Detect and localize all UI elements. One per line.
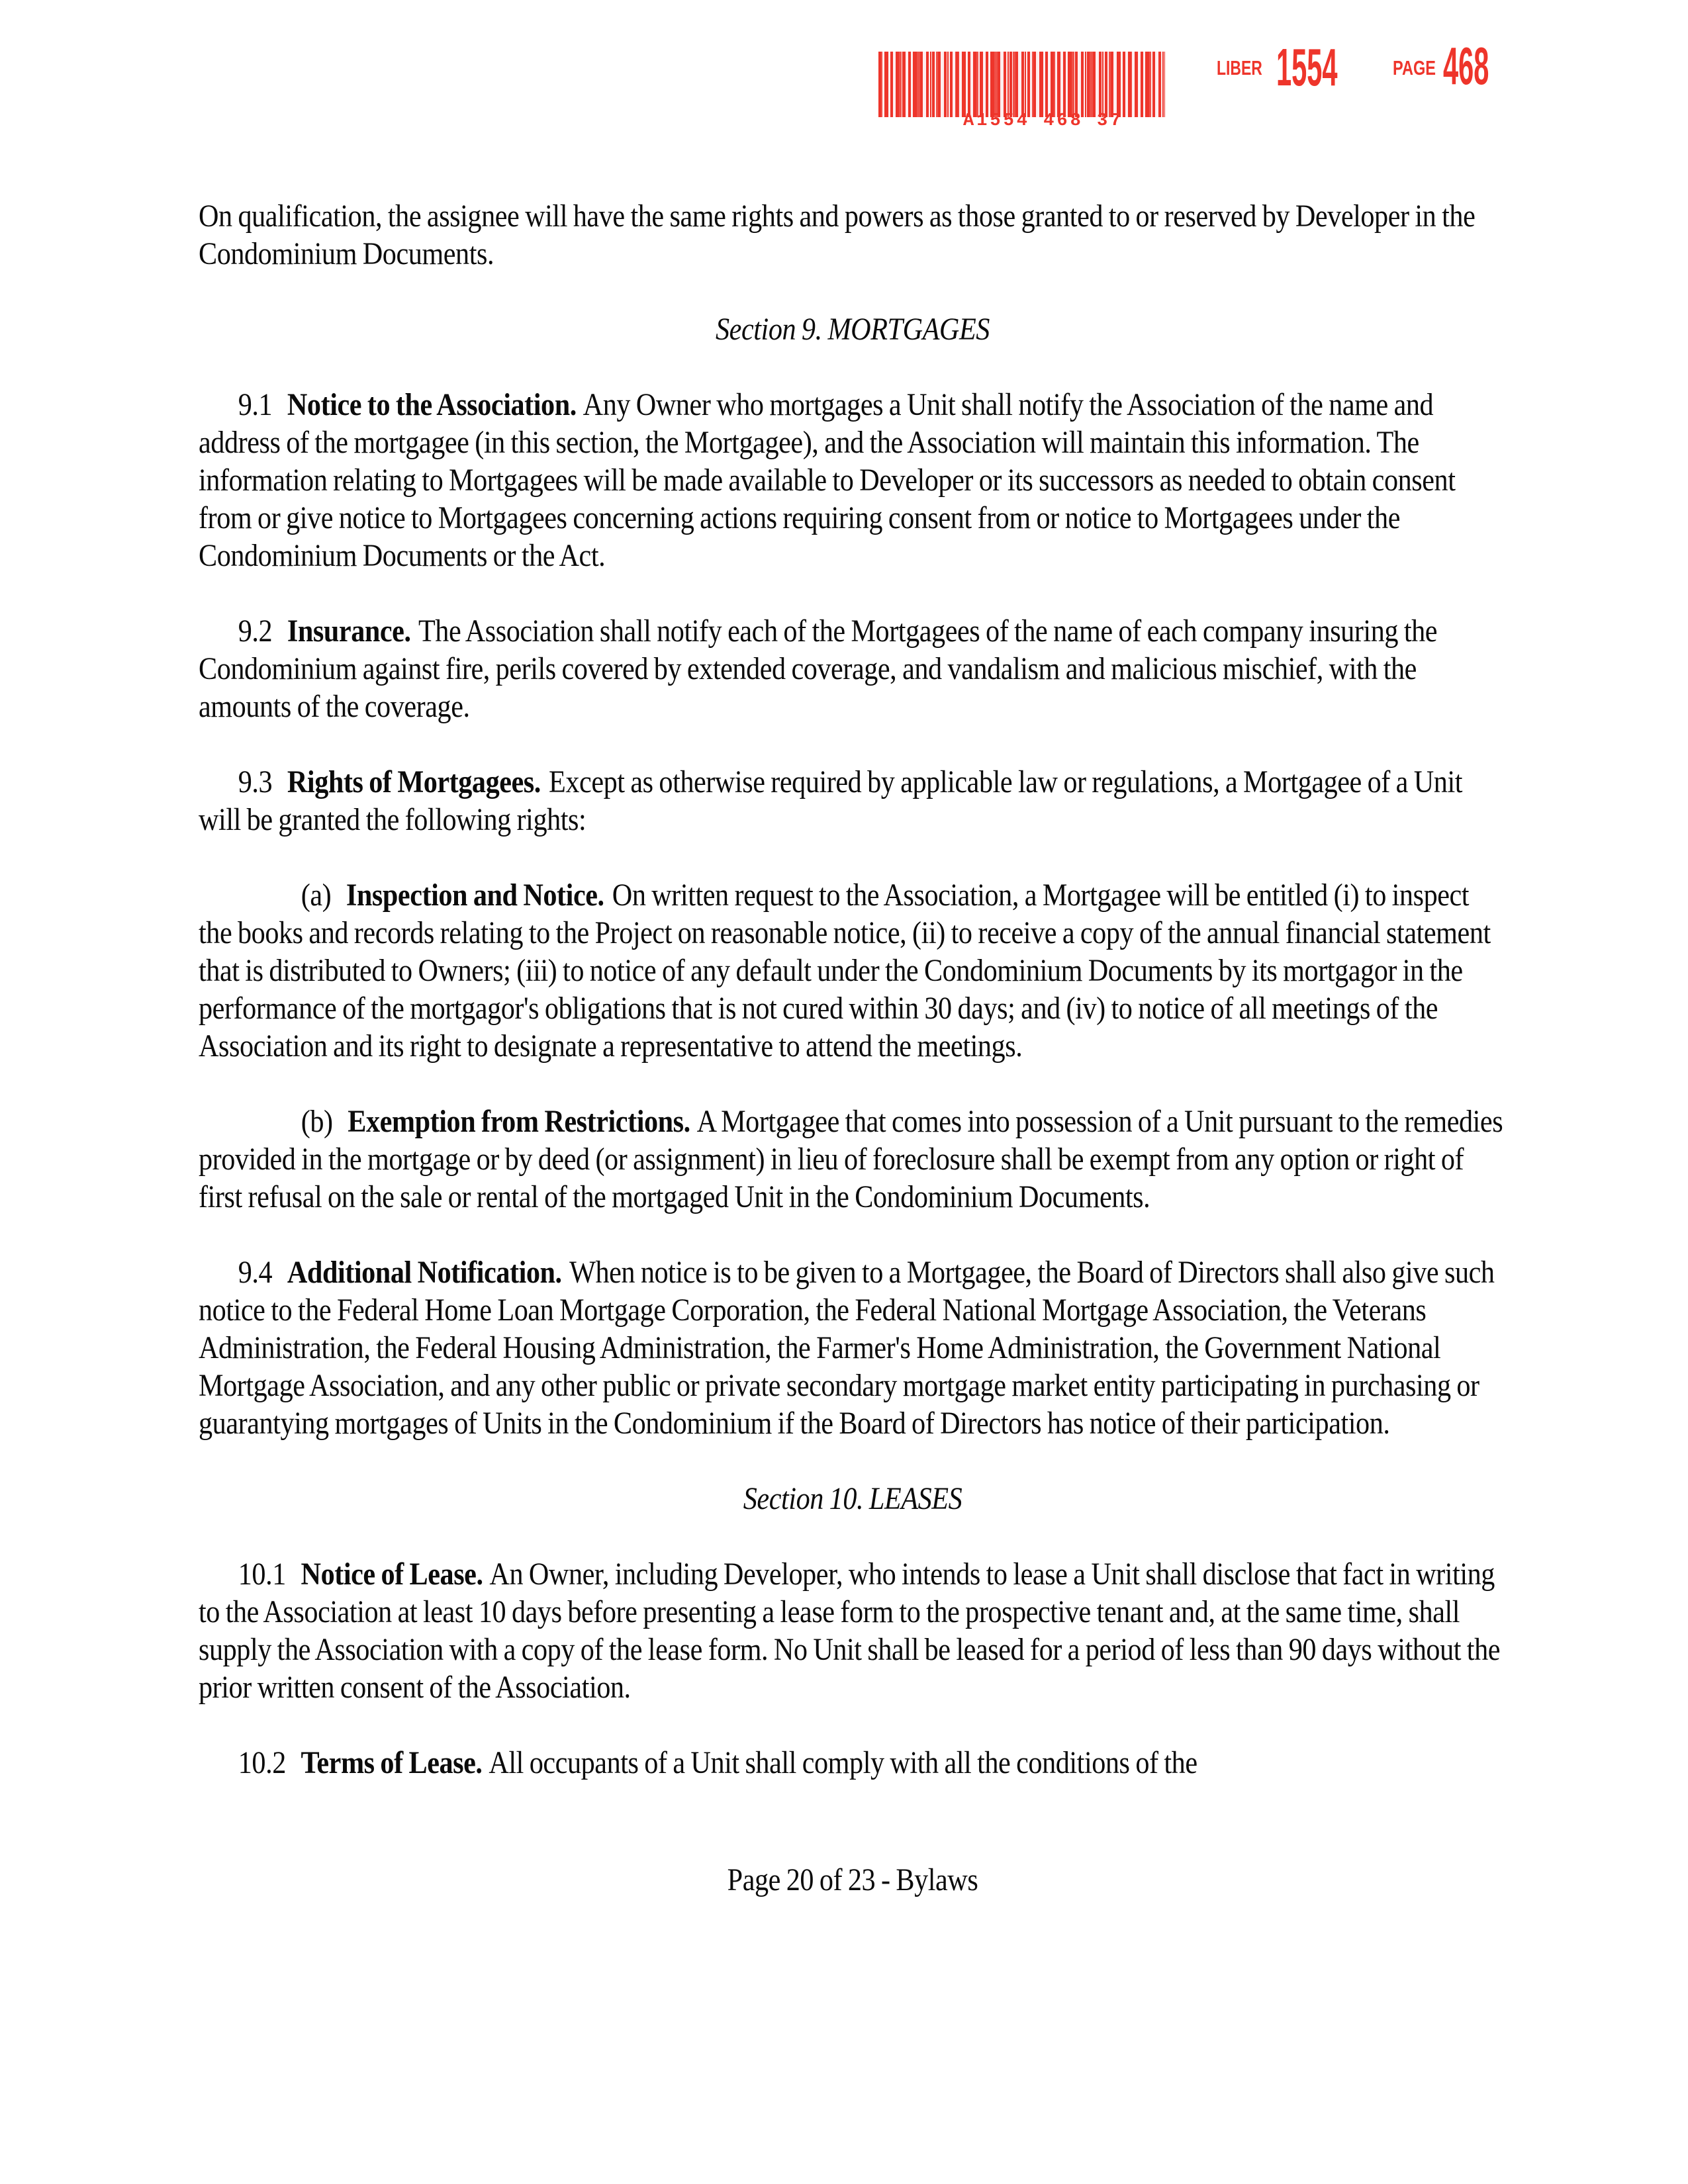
paragraph-number: 9.3 <box>238 764 273 799</box>
paragraph-body: Any Owner who mortgages a Unit shall notify the Association of the name and address of the mortgagee (in this section, the Mortgagee), and the Association will maintain this information. The information relating to Mortgagees will be made available to Developer or its successors as needed to obtain consent from or give notice to Mortgagees concerning actions requiring consent from or notice to Mortgagees under the Condominium Documents or the Act. <box>199 387 1456 573</box>
paragraph-number: 10.2 <box>238 1745 286 1780</box>
page-number: 468 <box>1443 36 1489 95</box>
paragraph-9-2 <box>199 612 1507 725</box>
paragraph-title: Inspection and Notice. <box>346 878 604 913</box>
liber-number: 1554 <box>1276 38 1338 97</box>
paragraph-letter: (b) <box>301 1104 333 1139</box>
paragraph-9-3 <box>199 763 1507 839</box>
paragraph-body: An Owner, including Developer, who intends to lease a Unit shall disclose that fact in writing to the Association at least 10 days before presenting a lease form to the prospective tenant and, at the same time, shall supply the Association with a copy of the lease form. No Unit shall be leased for a period of less than 90 days without the prior written consent of the Association. <box>199 1557 1501 1705</box>
paragraph-letter: (a) <box>301 878 332 913</box>
paragraph-9-4 <box>199 1253 1507 1442</box>
barcode-caption: A1554 468 37 <box>963 111 1124 131</box>
paragraph-number: 9.2 <box>238 614 273 649</box>
paragraph-body: On qualification, the assignee will have the same rights and powers as those granted to or reserved by Developer in the Condominium Documents. <box>199 199 1476 271</box>
paragraph-continuation <box>199 197 1507 273</box>
page-label: PAGE <box>1393 56 1436 79</box>
barcode <box>878 52 1165 117</box>
paragraph-body: On written request to the Association, a Mortgagee will be entitled (i) to inspect the books and records relating to the Project on reasonable notice, (ii) to receive a copy of the annual financial statement that is distributed to Owners; (iii) to notice of any default under the Condominium Documents by its mortgagor in the performance of the mortgagor's obligations that is not cured within 30 days; and (iv) to notice of all meetings of the Association and its right to designate a representative to attend the meetings. <box>199 878 1491 1064</box>
paragraph-10-2 <box>199 1744 1507 1782</box>
paragraph-9-3-b <box>199 1103 1507 1216</box>
paragraph-number: 9.4 <box>238 1255 273 1290</box>
paragraph-number: 10.1 <box>238 1557 286 1592</box>
paragraph-title: Notice of Lease. <box>301 1557 483 1592</box>
paragraph-10-1 <box>199 1555 1507 1706</box>
section-9-heading: Section 9. MORTGAGES <box>716 312 990 347</box>
paragraph-body: When notice is to be given to a Mortgagee, the Board of Directors shall also give such notice to the Federal Home Loan Mortgage Corporation, the Federal National Mortgage Association, the Veterans Administration, the Federal Housing Administration, the Farmer's Home Administration, the Government National Mortgage Association, and any other public or private secondary mortgage market entity participating in purchasing or guarantying mortgages of Units in the Condominium if the Board of Directors has notice of their participation. <box>199 1255 1495 1441</box>
paragraph-9-3-a <box>199 876 1507 1065</box>
paragraph-9-1 <box>199 386 1507 574</box>
paragraph-title: Additional Notification. <box>287 1255 562 1290</box>
liber-label: LIBER <box>1217 56 1262 79</box>
paragraph-body: All occupants of a Unit shall comply with all the conditions of the <box>489 1745 1197 1780</box>
document-text-column <box>199 197 1507 1899</box>
paragraph-title: Notice to the Association. <box>287 387 577 422</box>
paragraph-number: 9.1 <box>238 387 273 422</box>
section-10-heading: Section 10. LEASES <box>743 1481 962 1516</box>
paragraph-body: A Mortgagee that comes into possession of a Unit pursuant to the remedies provided in the mortgage or by deed (or assignment) in lieu of foreclosure shall be exempt from any option or right of first refusal on the sale or rental of the mortgaged Unit in the Condominium Documents. <box>199 1104 1503 1214</box>
paragraph-body: Except as otherwise required by applicable law or regulations, a Mortgagee of a Unit will be granted the following rights: <box>199 764 1463 837</box>
paragraph-title: Exemption from Restrictions. <box>348 1104 690 1139</box>
paragraph-title: Insurance. <box>287 614 411 649</box>
paragraph-title: Rights of Mortgagees. <box>287 764 541 799</box>
paragraph-title: Terms of Lease. <box>301 1745 483 1780</box>
page-footer: Page 20 of 23 - Bylaws <box>727 1862 978 1897</box>
paragraph-body: The Association shall notify each of the Mortgagees of the name of each company insuring the Condominium against fire, perils covered by extended coverage, and vandalism and malicious mischief, with the amounts of the coverage. <box>199 614 1438 724</box>
